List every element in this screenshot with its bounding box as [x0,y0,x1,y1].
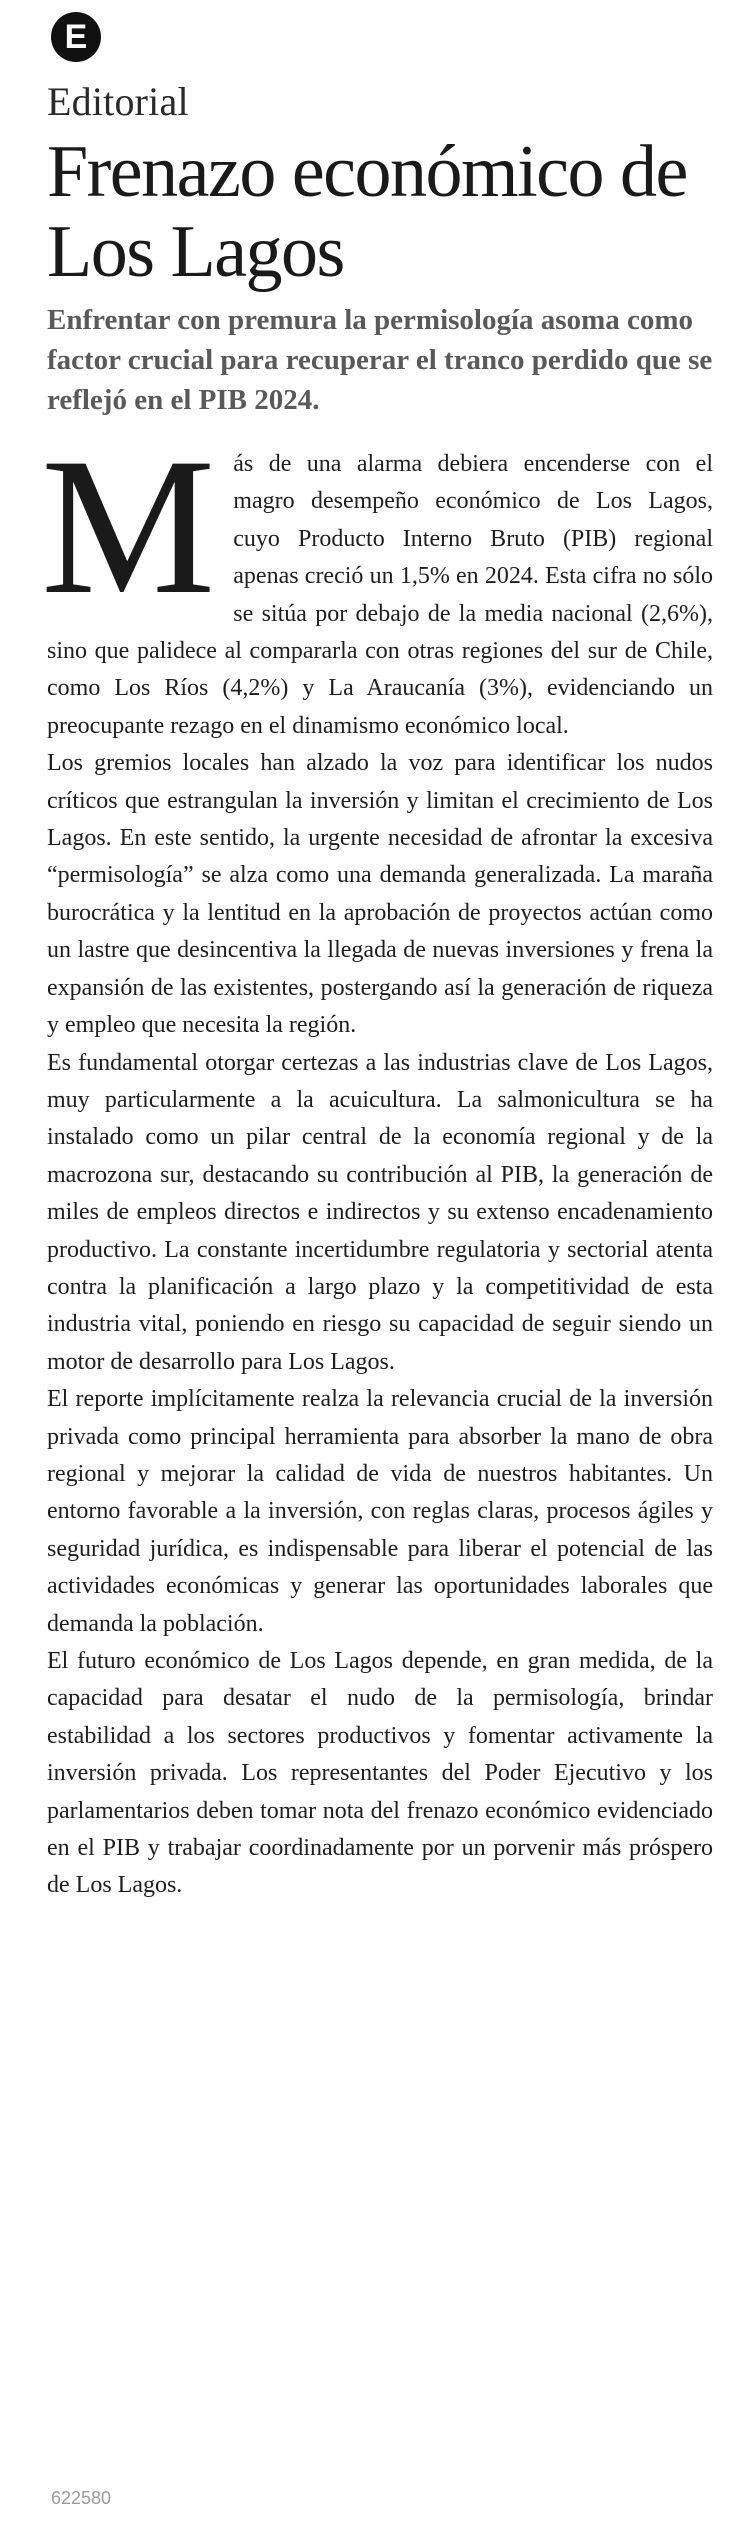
editorial-article [41,12,713,1905]
paragraph-text: ás de una alarma debiera encenderse con el magro desempeño económico de Los Lagos, cuyo Producto Interno Bruto (PIB) regional apenas creció un 1,5% en 2024. Esta cifra no sólo se sitúa por debajo de la media nacional (2,6%), sino que palidece al compararla con otras regiones del sur de Chile, como Los Ríos (4,2%) y La Araucanía (3%), evidenciando un preocupante rezago en el dinamismo económico local. [47,451,713,739]
article-paragraph [41,418,713,745]
editorial-badge-icon: E [51,12,101,62]
article-paragraph: Es fundamental otorgar certezas a las industrias clave de Los Lagos, muy particularmente a la acuicultura. La salmonicultura se ha instalado como un pilar central de la economía regional y de la macrozona sur, destacando su contribución al PIB, la generación de miles de empleos directos e indirectos y su extenso encadenamiento productivo. La constante incertidumbre regulatoria y sectorial atenta contra la planificación a largo plazo y la competitividad de esta industria vital, poniendo en riesgo su capacidad de seguir siendo un motor de desarrollo para Los Lagos. [47,1049,713,1375]
article-paragraph: El reporte implícitamente realza la relevancia crucial de la inversión privada como principal herramienta para absorber la mano de obra regional y mejorar la calidad de vida de nuestros habitantes. Un entorno favorable a la inversión, con reglas claras, procesos ágiles y seguridad jurídica, es indispensable para liberar el potencial de las actividades económicas y generar las oportunidades laborales que demanda la población. [47,1386,713,1637]
drop-cap: M [41,418,216,635]
article-body [41,418,713,1905]
clipping-id: 622580 [51,2488,112,2508]
article-paragraph: El futuro económico de Los Lagos depende, en gran medida, de la capacidad para desatar el nudo de la permisología, brindar estabilidad a los sectores productivos y fomentar activamente la inversión privada. Los representantes del Poder Ejecutivo y los parlamentarios deben tomar nota del frenazo económico evidenciado en el PIB y trabajar coordinadamente por un porvenir más próspero de Los Lagos. [47,1648,713,1899]
section-label: Editorial [47,79,189,124]
headline: Frenazo económico de Los Lagos [47,131,687,293]
article-paragraph: Los gremios locales han alzado la voz para identificar los nudos críticos que estrangulan la inversión y limitan el crecimiento de Los Lagos. En este sentido, la urgente necesidad de afrontar la excesiva “permisología” se alza como una demanda generalizada. La maraña burocrática y la lentitud en la aprobación de proyectos actúan como un lastre que desincentiva la llegada de nuevas inversiones y frena la expansión de las existentes, postergando así la generación de riqueza y empleo que necesita la región. [47,750,713,1039]
deck-subtitle: Enfrentar con premura la permisología asoma como factor crucial para recuperar el tranco perdido que se reflejó en el PIB 2024. [47,304,713,416]
